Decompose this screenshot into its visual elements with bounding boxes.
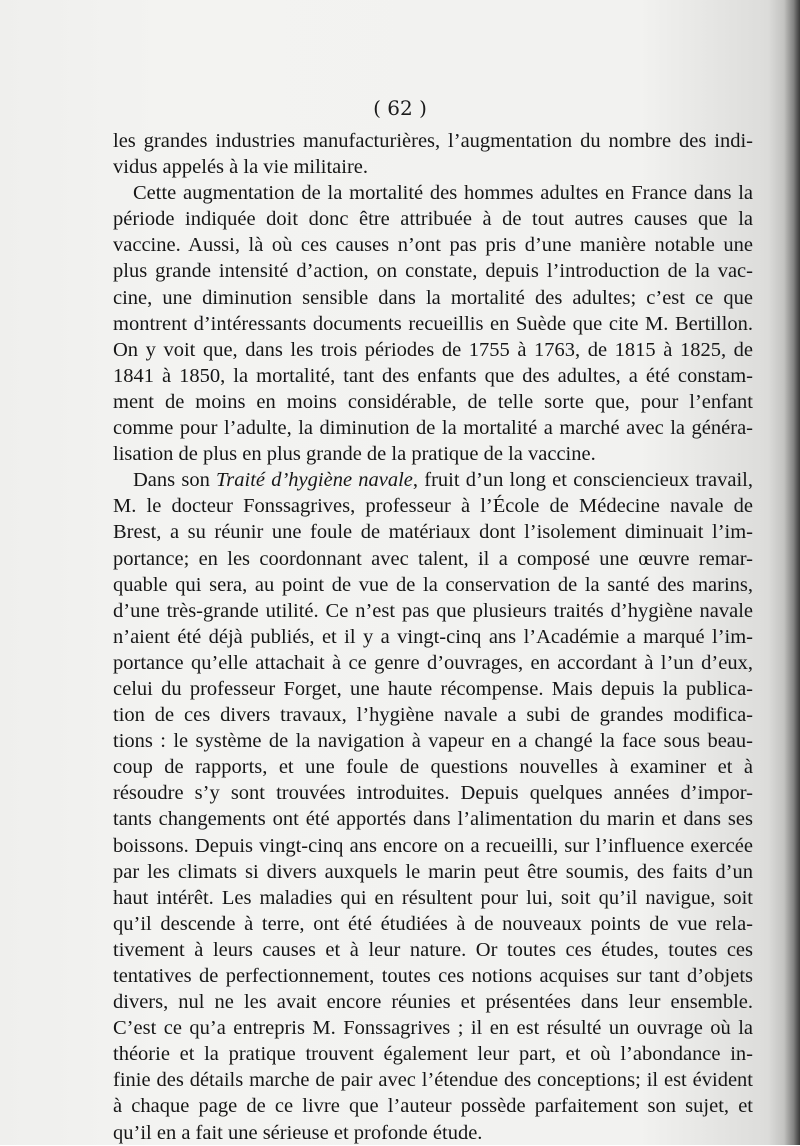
text-line: C’est ce qu’a entrepris M. Fonssagrives ; il en est résulté un ouvrage où la	[113, 1017, 753, 1040]
text-line: haut intérêt. Les maladies qui en résultent pour lui, soit qu’il navigue, soit	[113, 886, 753, 909]
text-line: d’une très-grande utilité. Ce n’est pas que plusieurs traités d’hygiène navale	[113, 599, 753, 622]
text-line: n’aient été déjà publiés, et il y a vingt-cinq ans l’Académie a marqué l’im-	[113, 625, 753, 648]
text-line: plus grande intensité d’action, on constate, depuis l’introduction de la vac-	[113, 260, 753, 283]
text-line: celui du professeur Forget, une haute récompense. Mais depuis la publica-	[113, 677, 753, 700]
text-line: portance; en les coordonnant avec talent, il a composé une œuvre remar-	[113, 547, 753, 570]
text-line: 1841 à 1850, la mortalité, tant des enfants que des adultes, a été constam-	[113, 364, 753, 387]
text-fragment: Dans son	[133, 469, 217, 492]
text-line: Brest, a su réunir une foule de matériaux dont l’isolement diminuait l’im-	[113, 521, 753, 544]
text-line: vidus appelés à la vie militaire.	[113, 156, 369, 179]
text-line: tants changements ont été apportés dans l’alimentation du marin et dans ses	[113, 808, 753, 831]
text-line: quable qui sera, au point de vue de la conservation de la santé des marins,	[113, 573, 753, 596]
text-line: les grandes industries manufacturières, l’augmentation du nombre des indi-	[113, 130, 753, 152]
text-line: qu’il descende à terre, ont été étudiées à de nouveaux points de vue rela-	[113, 912, 753, 935]
text-line: On y voit que, dans les trois périodes de 1755 à 1763, de 1815 à 1825, de	[113, 338, 753, 361]
text-line: résoudre s’y sont trouvées introduites. Depuis quelques années d’impor-	[113, 782, 753, 805]
body-text	[113, 128, 753, 1146]
text-line: théorie et la pratique trouvent également leur part, et où l’abondance in-	[113, 1043, 753, 1066]
text-line: période indiquée doit donc être attribuée à de tout autres causes que la	[113, 208, 753, 231]
text-line: Cette augmentation de la mortalité des hommes adultes en France dans la	[133, 182, 753, 205]
page-edge-shadow	[784, 0, 800, 1145]
text-line: par les climats si divers auxquels le marin peut être soumis, des faits d’un	[113, 860, 753, 883]
page-number: ( 62 )	[373, 96, 427, 120]
text-line: finie des détails marche de pair avec l’étendue des conceptions; il est évident	[113, 1069, 753, 1092]
text-fragment: , fruit d’un long et consciencieux travail,	[412, 469, 753, 492]
text-line: à chaque page de ce livre que l’auteur possède parfaitement son sujet, et	[113, 1095, 753, 1118]
text-line: portance qu’elle attachait à ce genre d’ouvrages, en accordant à l’un d’eux,	[113, 651, 753, 674]
text-line: montrent d’intéressants documents recueillis en Suède que cite M. Bertillon.	[113, 312, 753, 335]
text-line: M. le docteur Fonssagrives, professeur à l’École de Médecine navale de	[113, 495, 753, 518]
text-line: boissons. Depuis vingt-cinq ans encore on a recueilli, sur l’influence exercée	[113, 834, 753, 857]
text-line: qu’il en a fait une sérieuse et profonde étude.	[113, 1121, 483, 1144]
text-line: ment de moins en moins considérable, de telle sorte que, pour l’enfant	[113, 390, 753, 413]
text-line: tions : le système de la navigation à vapeur en a changé la face sous beau-	[113, 730, 753, 753]
text-line: comme pour l’adulte, la diminution de la mortalité a marché avec la généra-	[113, 417, 753, 440]
text-line	[113, 467, 753, 493]
text-line: divers, nul ne les avait encore réunies et présentées dans leur ensemble.	[113, 991, 753, 1014]
text-line: tentatives de perfectionnement, toutes ces notions acquises sur tant d’objets	[113, 965, 753, 987]
text-line: tion de ces divers travaux, l’hygiène navale a subi de grandes modifica-	[113, 704, 753, 727]
text-line: tivement à leurs causes et à leur nature. Or toutes ces études, toutes ces	[113, 938, 753, 961]
text-line: coup de rapports, et une foule de questions nouvelles à examiner et à	[113, 756, 753, 779]
text-line: lisation de plus en plus grande de la pratique de la vaccine.	[113, 443, 596, 466]
text-line: cine, une diminution sensible dans la mortalité des adultes; c’est ce que	[113, 286, 753, 309]
text-line: vaccine. Aussi, là où ces causes n’ont pas pris d’une manière notable une	[113, 234, 753, 257]
book-title: Traité d’hygiène navale	[216, 469, 413, 492]
